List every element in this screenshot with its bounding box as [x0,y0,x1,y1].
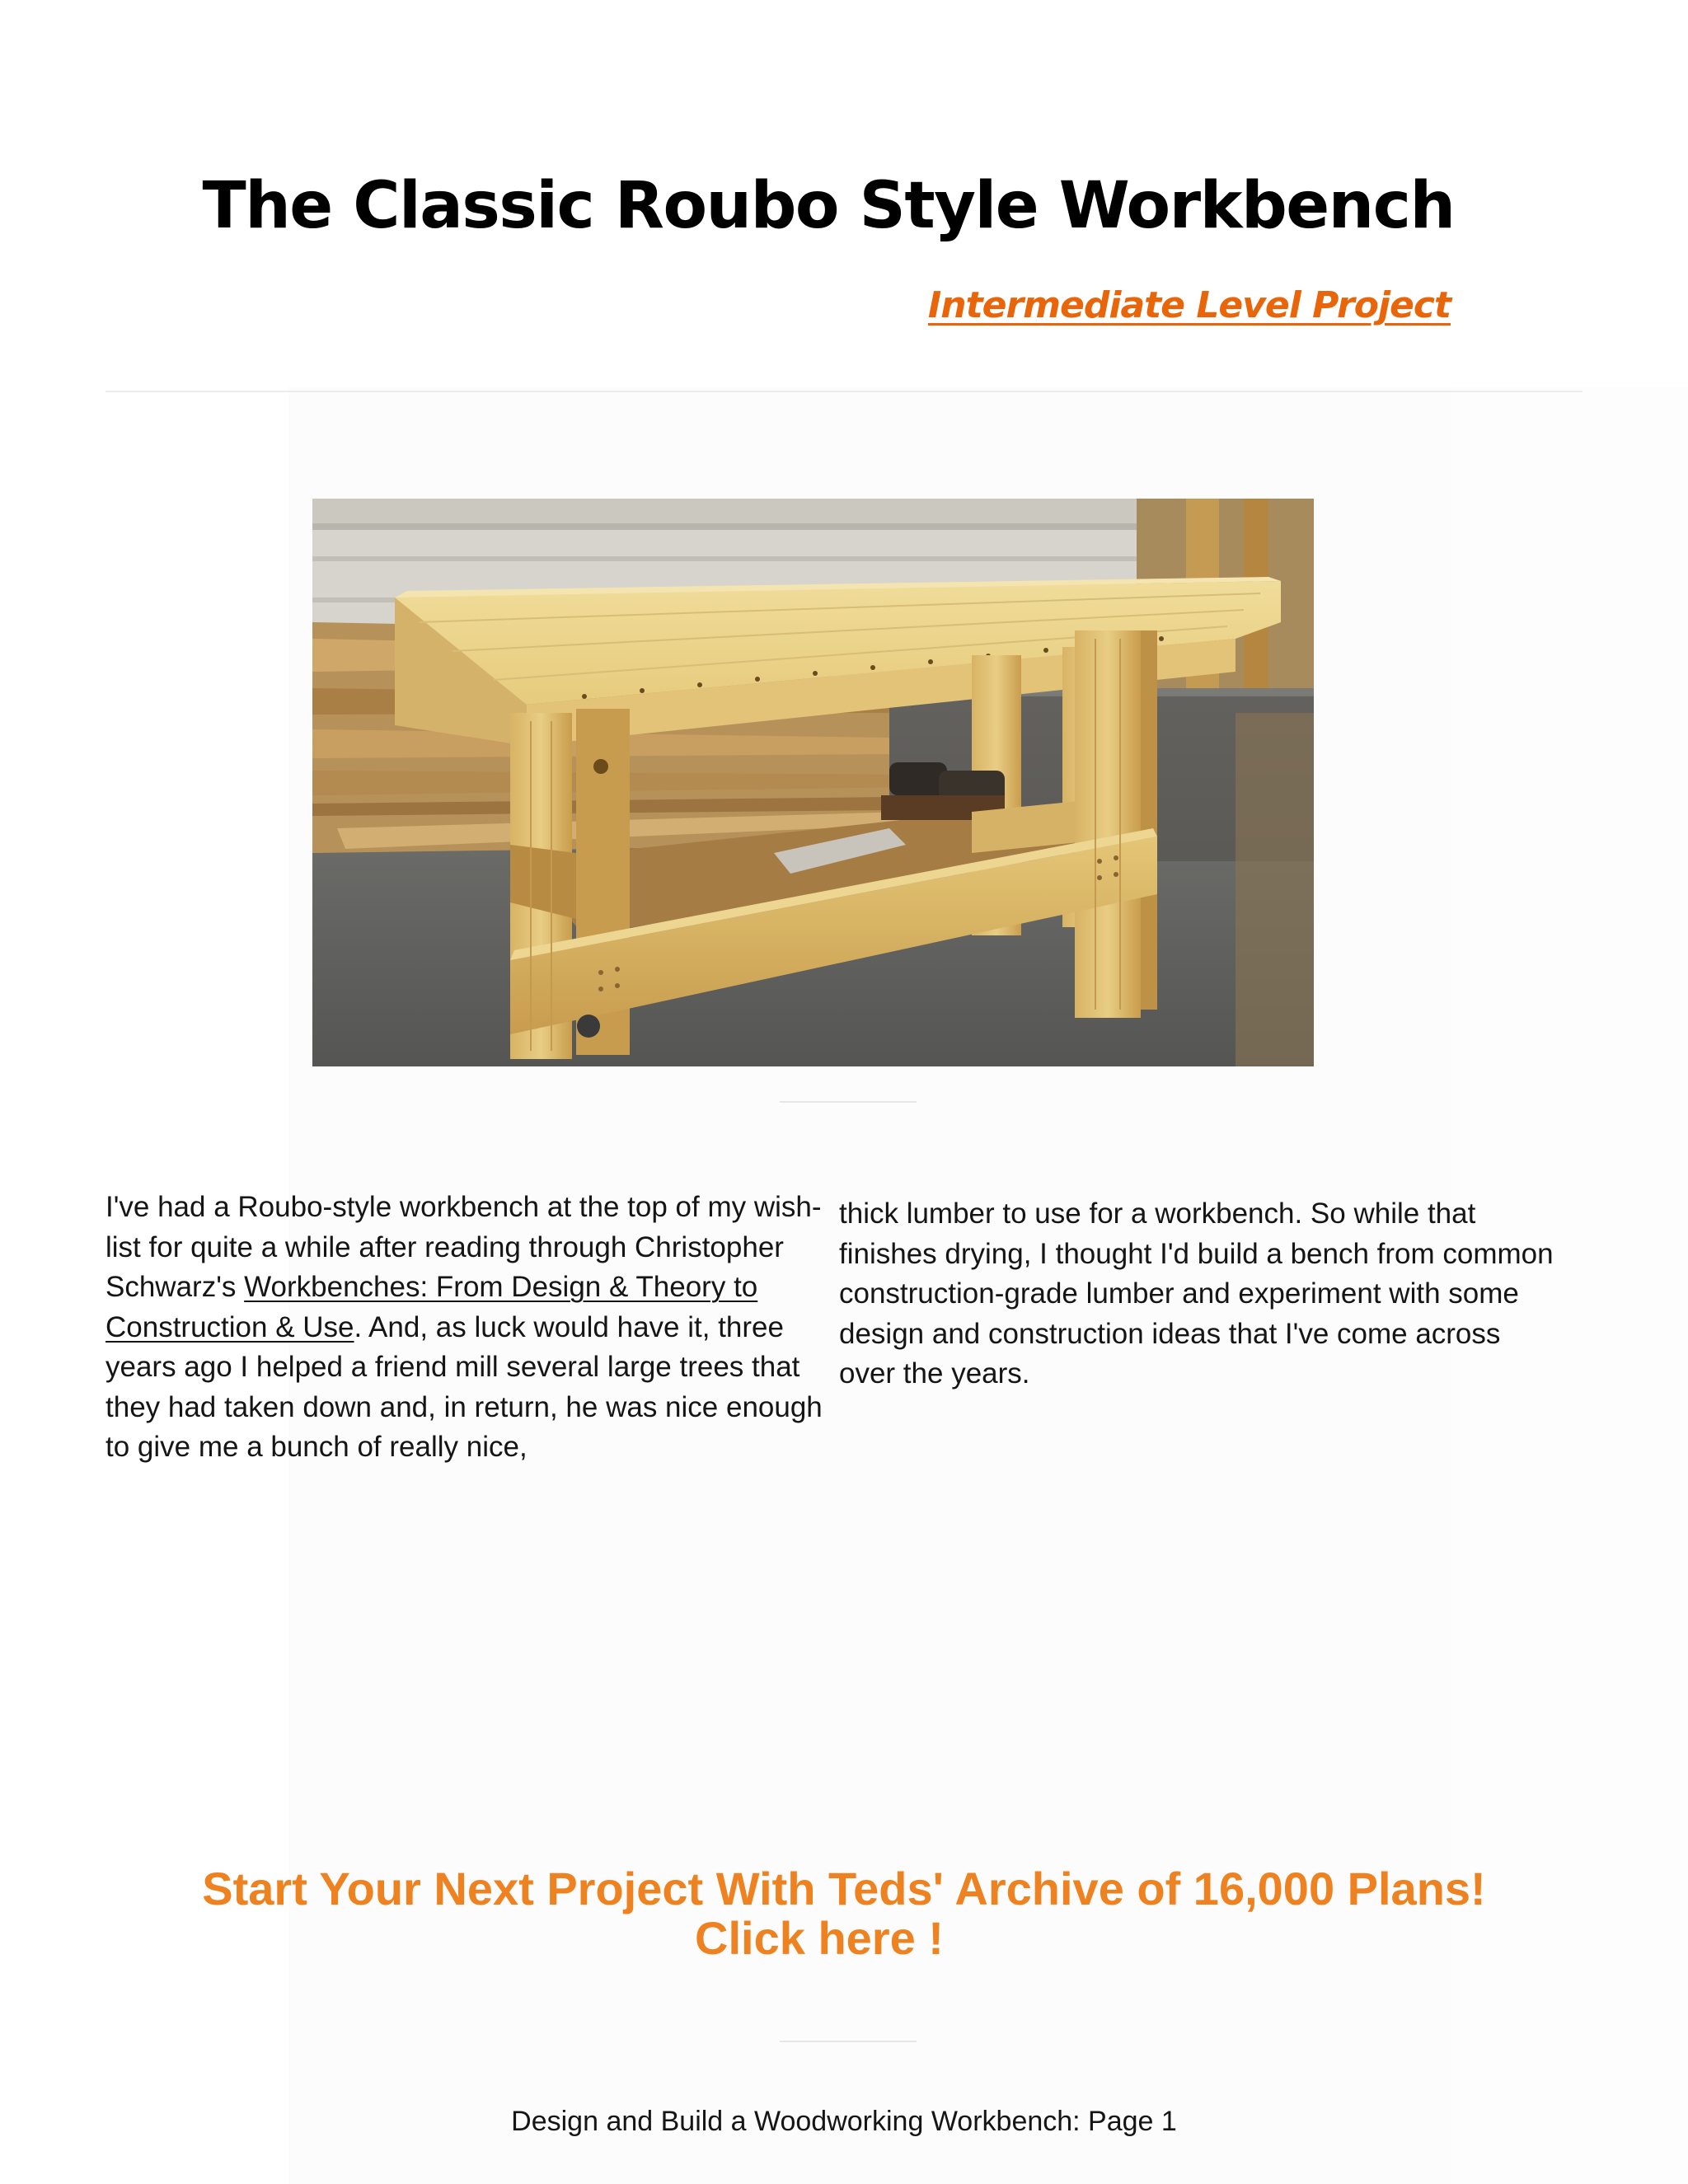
article-column-left [106,1188,823,1468]
footer-divider [780,2041,917,2042]
difficulty-level-link[interactable]: Intermediate Level Project [927,284,1451,326]
page-footer: Design and Build a Woodworking Workbench: Page 1 [511,2106,1177,2137]
page-title: The Classic Roubo Style Workbench [202,169,1455,243]
article-text-continued: . And, as luck would have it, three years ago I helped a friend mill several large trees that they had taken down and, in return, he was nice enough to give me a bunch of really nice, [106,1310,823,1463]
book-link[interactable]: Workbenches: From Design & Theory to Construction & Use [106,1271,758,1343]
article-text-intro: I've had a Roubo-style workbench at the top of my wish-list for quite a while after reading through Christopher Schwarz's [106,1191,822,1303]
plans-archive-cta[interactable] [0,1864,1688,1963]
workbench-photo [312,499,1314,1066]
cta-click-here-link[interactable]: Click here ! [695,1912,944,1964]
image-divider [780,1101,917,1103]
article-column-right: thick lumber to use for a workbench. So while that finishes drying, I thought I'd build a bench from common construction-grade lumber and experiment with some design and construction ideas that I've come across over the years. [839,1197,1554,1390]
cta-headline[interactable]: Start Your Next Project With Teds' Archive of 16,000 Plans! [202,1863,1486,1915]
header-divider [106,391,1582,392]
